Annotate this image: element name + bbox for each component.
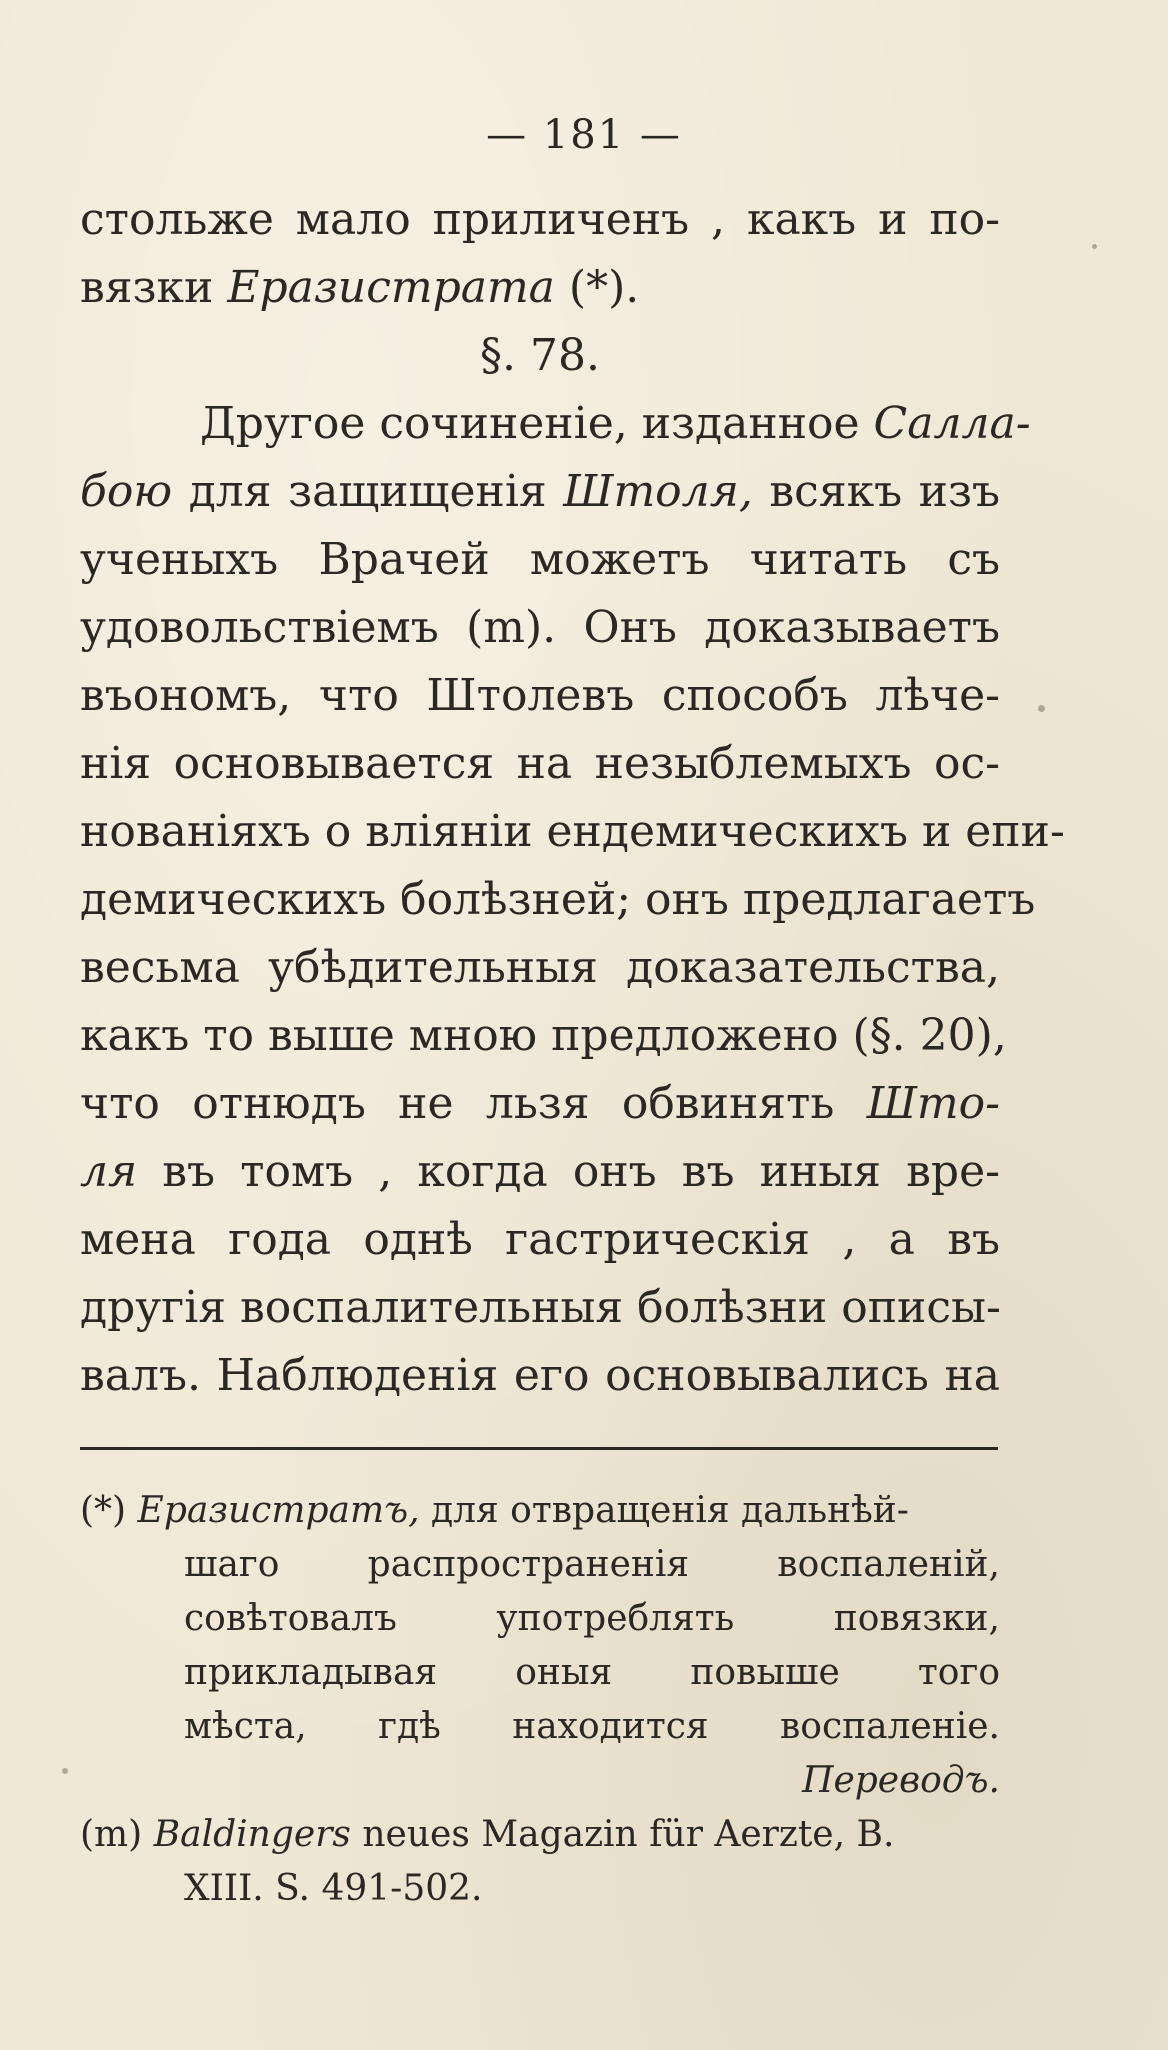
- author-name: бою: [80, 466, 173, 517]
- paper-speck: [62, 1768, 68, 1774]
- text-line: что отнюдъ не льзя обвинять Што-: [80, 1078, 1000, 1129]
- text-line: бою для защищенія Штоля, всякъ изъ: [80, 466, 1000, 517]
- text-line: мена года однѣ гастрическія , а въ: [80, 1214, 1000, 1265]
- text-line: Другое сочиненіе, изданное Салла-: [200, 398, 1031, 449]
- text-line: весьма убѣдительныя доказательства,: [80, 942, 1000, 993]
- text-line: стольже мало приличенъ , какъ и по-: [80, 194, 1000, 245]
- footnote-marker: (*): [80, 1490, 127, 1531]
- footnote-divider: [80, 1447, 998, 1450]
- footnote-m: (m) Baldingers neues Magazin für Aerzte, B.: [80, 1814, 895, 1855]
- footnote-author: Baldingers: [153, 1814, 351, 1855]
- text-line: удовольствіемъ (m). Онъ доказываетъ: [80, 602, 1000, 653]
- footnote-line: совѣтовалъ употреблять повязки,: [184, 1598, 1000, 1639]
- section-heading: §. 78.: [480, 330, 600, 381]
- footnote-attribution: Переводъ.: [802, 1760, 1000, 1801]
- author-name: Салла-: [873, 398, 1031, 449]
- footnote-star: (*) Еразистратъ, для отвращенія дальнѣй-: [80, 1490, 909, 1531]
- footnote-line: мѣста, гдѣ находится воспаленіе.: [184, 1706, 1000, 1747]
- footnote-line: XIII. S. 491-502.: [184, 1868, 483, 1909]
- text-line: демическихъ болѣзней; онъ предлагаетъ: [80, 874, 1036, 925]
- text-line: ля въ томъ , когда онъ въ иныя вре-: [80, 1146, 1000, 1197]
- page-number-header: — 181 —: [486, 112, 682, 158]
- text-line: другія воспалительныя болѣзни описы-: [80, 1282, 1001, 1333]
- paper-speck: [1092, 244, 1097, 249]
- text-line: валъ. Наблюденія его основывались на: [80, 1350, 1000, 1401]
- text-line: нованіяхъ о вліяніи ендемическихъ и епи-: [80, 806, 1065, 857]
- author-name: Еразистрата: [227, 262, 555, 313]
- paper-speck: [1038, 705, 1045, 712]
- author-name: Штоля,: [563, 466, 753, 517]
- text-line: вязки Еразистрата (*).: [80, 262, 640, 313]
- text-line: нія основывается на незыблемыхъ ос-: [80, 738, 1000, 789]
- footnote-marker: (m): [80, 1814, 143, 1855]
- footnote-line: прикладывая оныя повыше того: [184, 1652, 1000, 1693]
- author-name: Што-: [866, 1078, 1000, 1129]
- footnote-name: Еразистратъ,: [137, 1490, 420, 1531]
- author-name: ля: [80, 1146, 138, 1197]
- footnotes: [80, 1484, 1000, 1916]
- main-text: [80, 186, 1065, 1410]
- footnote-line: шаго распространенія воспаленій,: [184, 1544, 1000, 1585]
- text-line: ученыхъ Врачей можетъ читать съ: [80, 534, 1000, 585]
- text-line: въономъ, что Штолевъ способъ лѣче-: [80, 670, 1000, 721]
- text-line: какъ то выше мною предложено (§. 20),: [80, 1010, 1007, 1061]
